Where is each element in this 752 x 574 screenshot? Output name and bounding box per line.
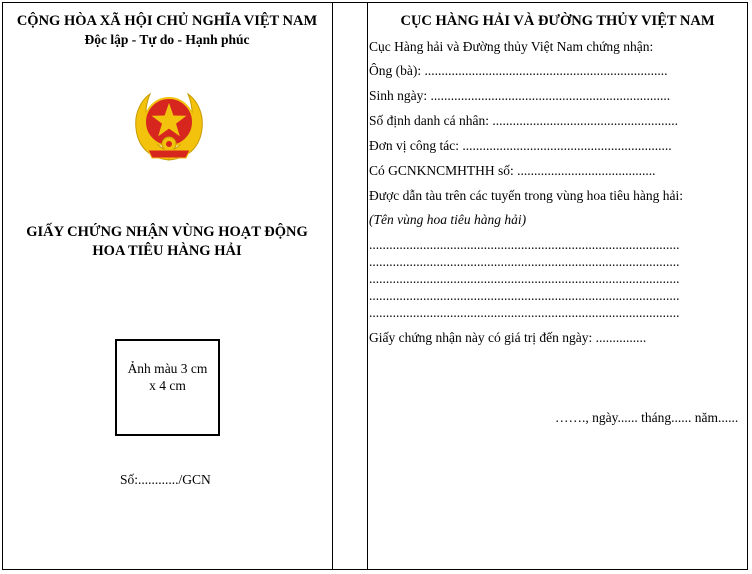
area-dot-line: ............................................................................................ [369,271,680,286]
photo-box [115,339,220,436]
name-field: Ông (bà): ........................................................................ [369,63,668,78]
area-hint: (Tên vùng hoa tiêu hàng hải) [369,212,527,227]
allowed-line: Được dẫn tàu trên các tuyến trong vùng hoa tiêu hàng hải: [369,188,683,203]
certify-line: Cục Hàng hải và Đường thủy Việt Nam chứng nhận: [369,39,654,54]
id-field: Số định danh cá nhân: ....................................................... [369,113,678,128]
country-name: CỘNG HÒA XÃ HỘI CHỦ NGHĨA VIỆT NAM [16,13,318,29]
area-dot-line: ............................................................................................ [369,254,680,269]
agency-name: CỤC HÀNG HẢI VÀ ĐƯỜNG THỦY VIỆT NAM [400,13,715,29]
certificate-title-line2: HOA TIÊU HÀNG HẢI [92,243,242,259]
photo-label-line1: Ảnh màu 3 cm [127,361,208,376]
date-line: ……., ngày...... tháng...... năm...... [555,410,739,425]
certificate-title-line1: GIẤY CHỨNG NHẬN VÙNG HOẠT ĐỘNG [26,224,308,240]
photo-label-line2: x 4 cm [149,378,186,393]
area-dot-line: ............................................................................................ [369,288,680,303]
validity-line: Giấy chứng nhận này có giá trị đến ngày: ............... [369,330,647,345]
national-emblem-icon [130,86,208,164]
certificate-number: Số:............/GCN [120,472,211,487]
divider-left [332,2,333,570]
right-page [367,2,748,570]
dob-field: Sinh ngày: ....................................................................... [369,88,671,103]
area-dot-line: ............................................................................................ [369,305,680,320]
left-page [2,2,332,570]
gcn-field: Có GCNKNCMHTHH số: ......................................... [369,163,656,178]
area-dot-line: ............................................................................................ [369,237,680,252]
motto: Độc lập - Tự do - Hạnh phúc [84,32,250,47]
workplace-field: Đơn vị công tác: .............................................................. [369,138,672,153]
